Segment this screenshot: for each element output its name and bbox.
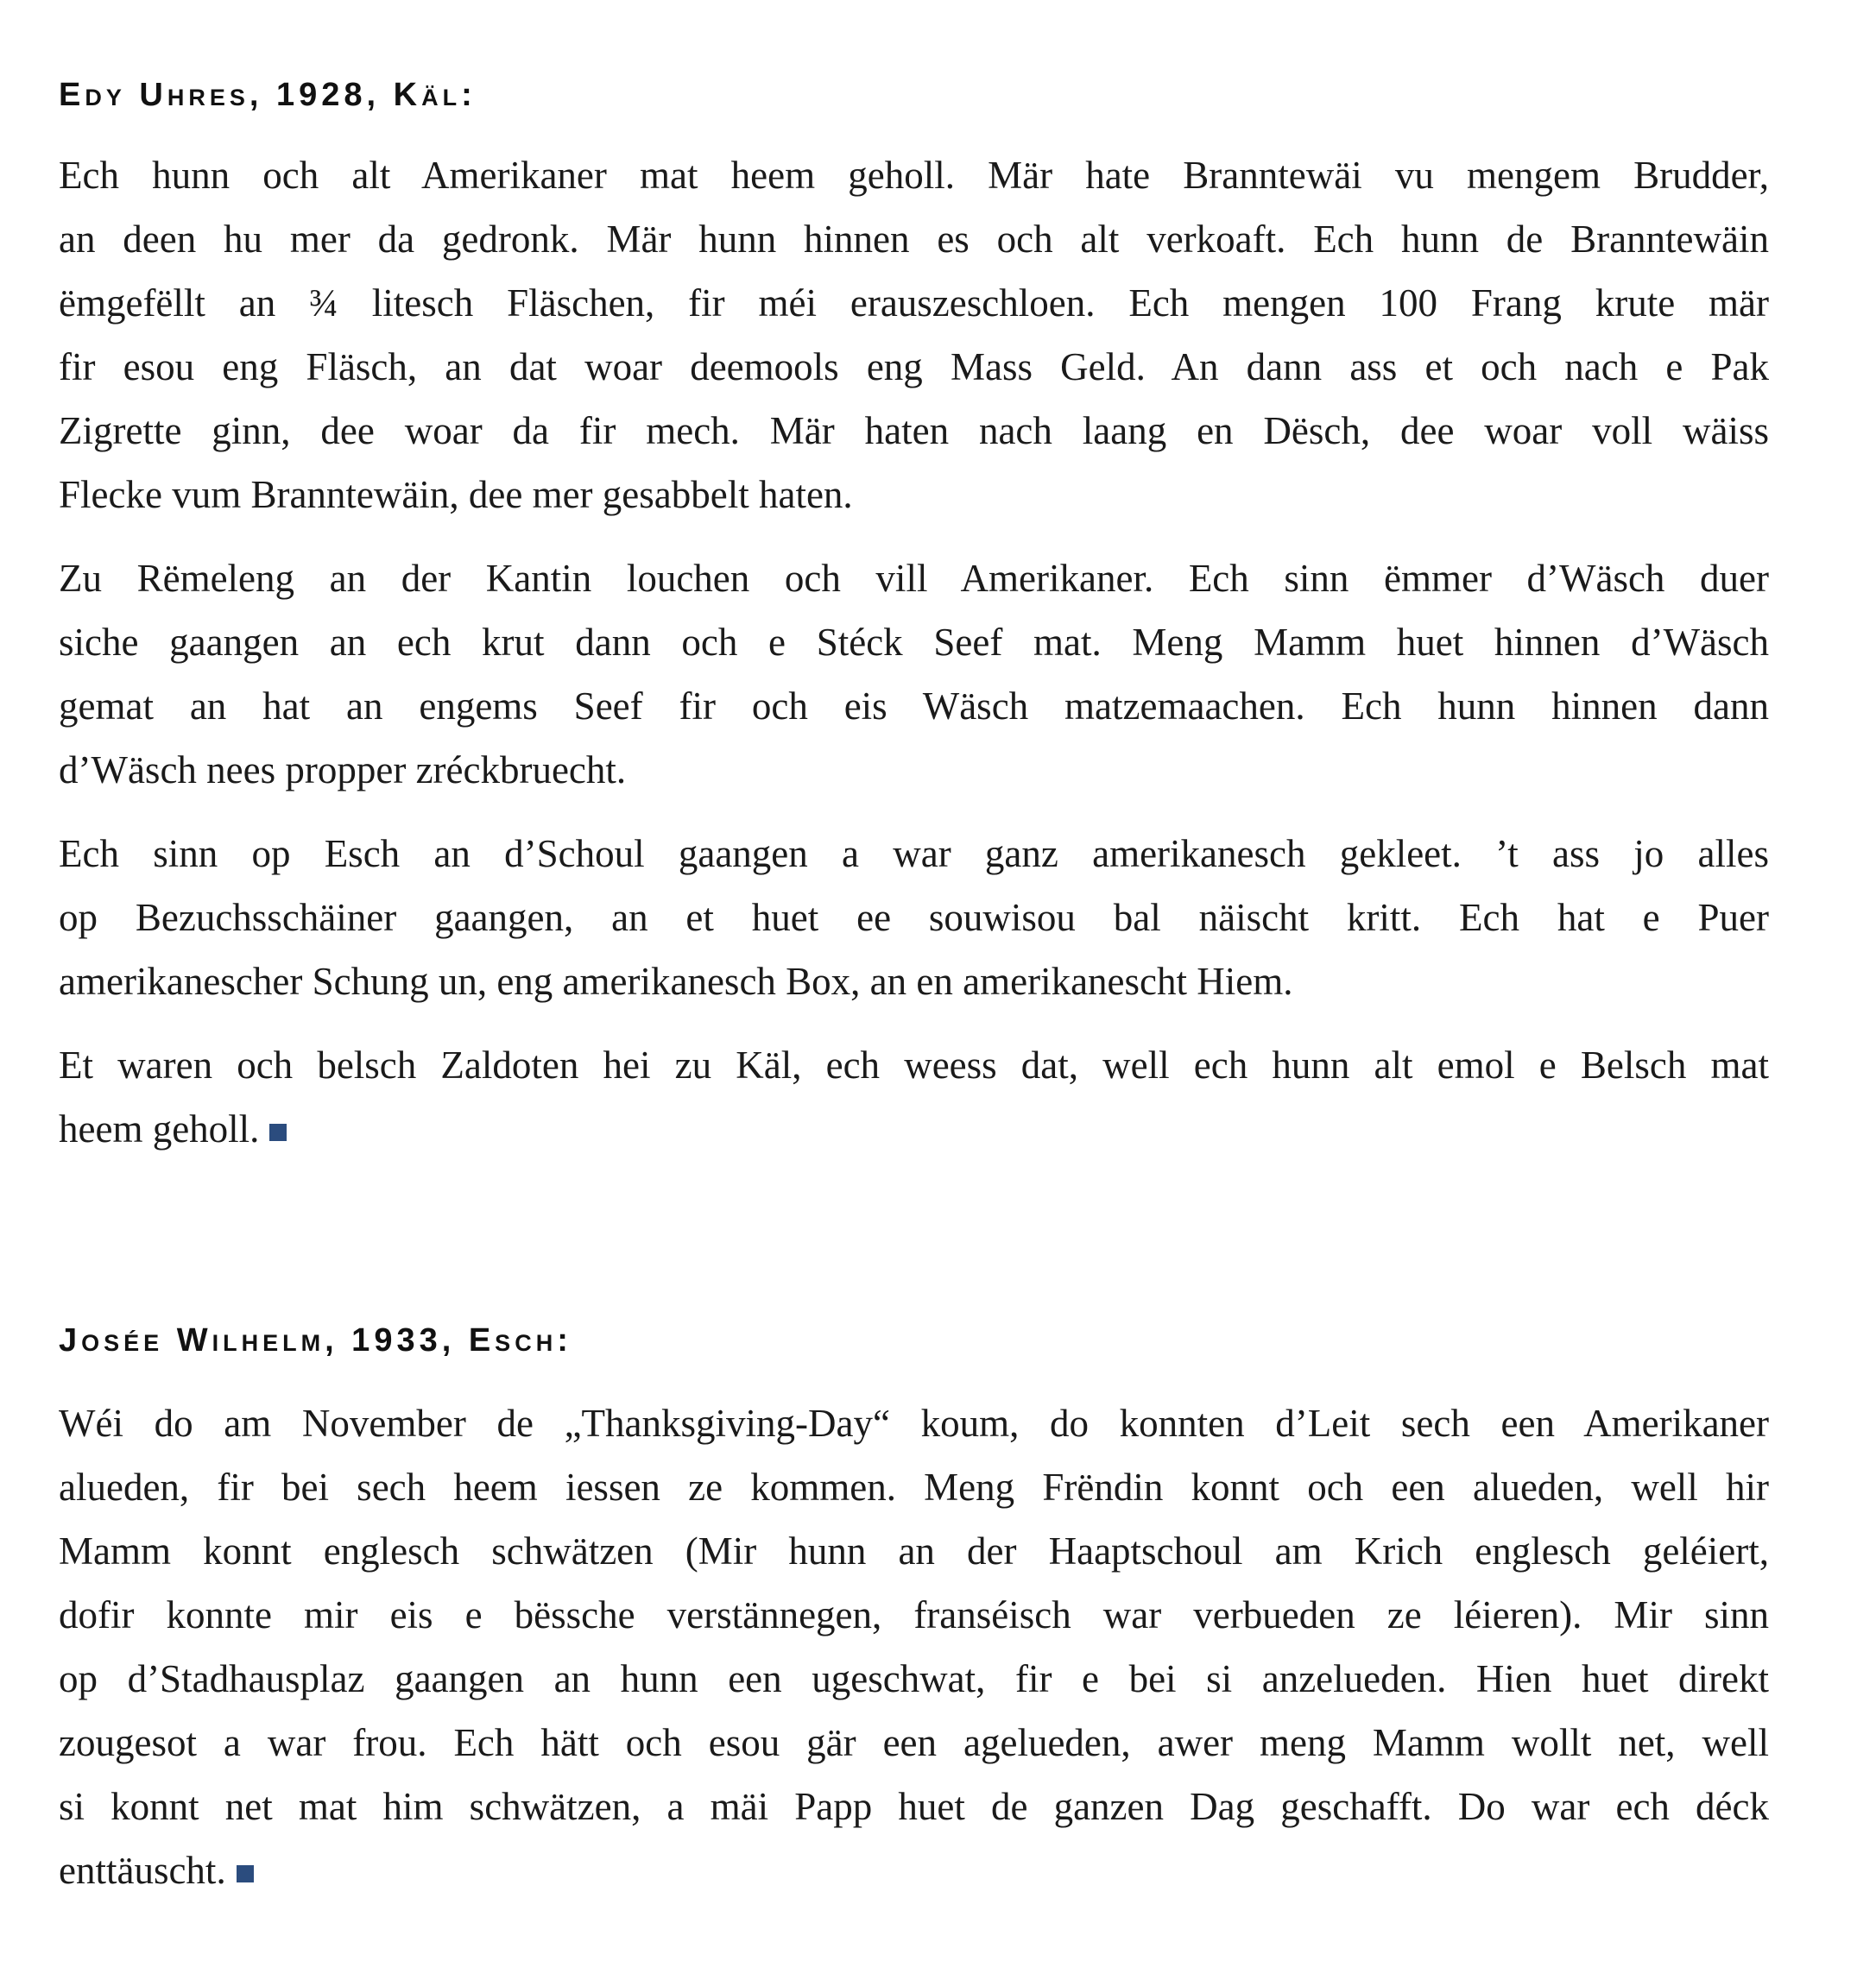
text-line (59, 207, 1769, 271)
text-line (59, 271, 1769, 335)
paragraph (59, 822, 1769, 1013)
line-text: gemat an hat an engems Seef fir och eis Wäsch matzemaachen. Ech hunn hinnen dann (59, 684, 1769, 728)
text-line (59, 1775, 1769, 1838)
text-line (59, 546, 1769, 610)
line-text: amerikanescher Schung un, eng amerikanesch Box, an en amerikanescht Hiem. (59, 960, 1293, 1003)
line-text: Ech hunn och alt Amerikaner mat heem geholl. Mär hate Branntewäi vu mengem Brudder, (59, 154, 1769, 197)
text-line (59, 1391, 1769, 1455)
line-text: Flecke vum Branntewäin, dee mer gesabbelt haten. (59, 473, 853, 516)
end-of-article-square-icon (269, 1124, 287, 1141)
text-line (59, 1711, 1769, 1775)
text-line (59, 949, 1769, 1013)
paragraph (59, 143, 1769, 527)
line-text: enttäuscht. (59, 1849, 226, 1892)
section-body (59, 143, 1769, 1161)
text-line (59, 738, 1769, 802)
text-line (59, 463, 1769, 527)
end-of-article-square-icon (237, 1865, 254, 1882)
line-text: dofir konnte mir eis e bëssche verstännegen, franséisch war verbueden ze léieren). Mir sinn (59, 1593, 1769, 1636)
line-text: heem geholl. (59, 1107, 260, 1151)
section-josee-wilhelm (59, 1321, 1769, 1922)
text-line (59, 610, 1769, 674)
text-line (59, 822, 1769, 886)
line-text: d’Wäsch nees propper zréckbruecht. (59, 748, 627, 791)
section-edy-uhres (59, 76, 1769, 1181)
line-text: an deen hu mer da gedronk. Mär hunn hinnen es och alt verkoaft. Ech hunn de Branntewäin (59, 218, 1769, 261)
line-text: Wéi do am November de „Thanksgiving-Day“ koum, do konnten d’Leit sech een Amerikaner (59, 1402, 1769, 1445)
text-line (59, 1647, 1769, 1711)
line-text: Zigrette ginn, dee woar da fir mech. Mär haten nach laang en Dësch, dee woar voll wäiss (59, 409, 1769, 452)
text-line (59, 143, 1769, 207)
line-text: op d’Stadhausplaz gaangen an hunn een ugeschwat, fir e bei si anzelueden. Hien huet direkt (59, 1657, 1769, 1700)
paragraph (59, 546, 1769, 802)
section-heading: Edy Uhres, 1928, Käl: (59, 77, 477, 113)
text-line (59, 1097, 1769, 1161)
paragraph (59, 1033, 1769, 1161)
text-line (59, 1519, 1769, 1583)
line-text: Mamm konnt englesch schwätzen (Mir hunn an der Haaptschoul am Krich englesch geléiert, (59, 1529, 1769, 1573)
text-line (59, 399, 1769, 463)
line-text: op Bezuchsschäiner gaangen, an et huet ee souwisou bal näischt kritt. Ech hat e Puer (59, 896, 1769, 939)
section-heading: Josée Wilhelm, 1933, Esch: (59, 1322, 572, 1359)
line-text: ëmgefëllt an ¾ litesch Fläschen, fir méi erauszeschloen. Ech mengen 100 Frang krute mär (59, 281, 1769, 325)
line-text: fir esou eng Fläsch, an dat woar deemools eng Mass Geld. An dann ass et och nach e Pak (59, 345, 1769, 388)
line-text: si konnt net mat him schwätzen, a mäi Papp huet de ganzen Dag geschafft. Do war ech déck (59, 1785, 1769, 1828)
line-text: Ech sinn op Esch an d’Schoul gaangen a war ganz amerikanesch gekleet. ’t ass jo alles (59, 832, 1769, 875)
line-text: Zu Rëmeleng an der Kantin louchen och vill Amerikaner. Ech sinn ëmmer d’Wäsch duer (59, 557, 1769, 600)
line-text: Et waren och belsch Zaldoten hei zu Käl, ech weess dat, well ech hunn alt emol e Belsch mat (59, 1044, 1769, 1087)
text-line (59, 1455, 1769, 1519)
paragraph (59, 1391, 1769, 1902)
section-body (59, 1391, 1769, 1902)
text-line (59, 335, 1769, 399)
line-text: zougesot a war frou. Ech hätt och esou gär een agelueden, awer meng Mamm wollt net, well (59, 1721, 1769, 1764)
text-line (59, 886, 1769, 949)
line-text: alueden, fir bei sech heem iessen ze kommen. Meng Frëndin konnt och een alueden, well hir (59, 1466, 1769, 1509)
line-text: siche gaangen an ech krut dann och e Stéck Seef mat. Meng Mamm huet hinnen d’Wäsch (59, 621, 1769, 664)
text-line (59, 1583, 1769, 1647)
text-line (59, 674, 1769, 738)
text-line (59, 1838, 1769, 1902)
text-line (59, 1033, 1769, 1097)
